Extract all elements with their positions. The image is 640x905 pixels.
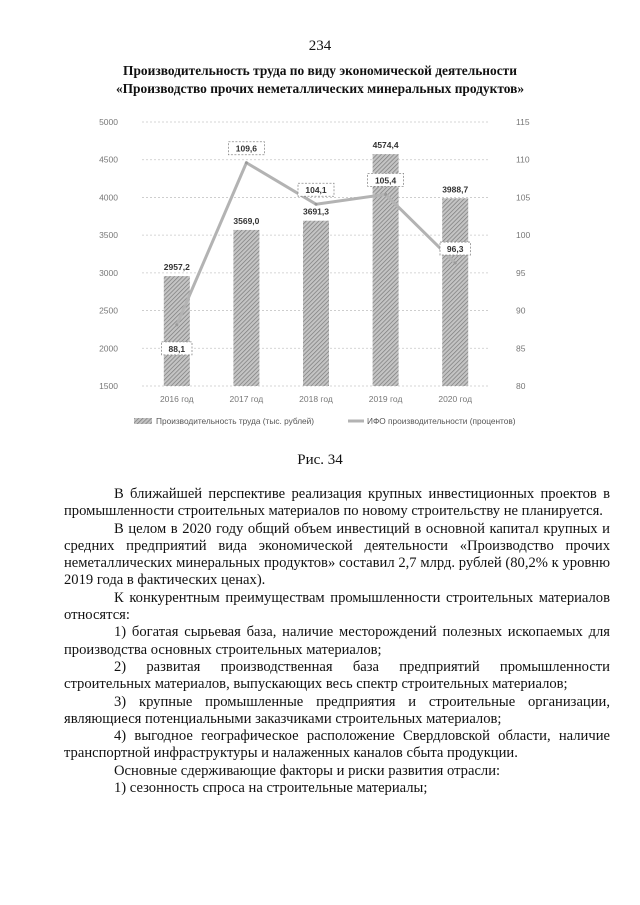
bar: [303, 221, 329, 386]
line-point: [384, 193, 387, 196]
line-point: [315, 203, 318, 206]
left-axis-tick: 2500: [99, 305, 118, 316]
legend-bar-label: Производительность труда (тыс. рублей): [156, 416, 315, 426]
paragraph: В ближайшей перспективе реализация крупных инвестиционных проектов в промышленности строительных материалов по новому строительству не планируется.: [64, 486, 610, 520]
list-item: 1) богатая сырьевая база, наличие месторождений полезных ископаемых для производства основных строительных материалов;: [64, 624, 610, 658]
right-axis-tick: 115: [516, 117, 530, 127]
paragraph: К конкурентным преимуществам промышленности строительных материалов относятся:: [64, 589, 610, 624]
legend-bar-swatch: [134, 418, 152, 424]
x-axis-tick: 2020 год: [438, 394, 473, 404]
right-axis-tick: 80: [516, 381, 526, 391]
list-item: 2) развитая производственная база предприятий промышленности строительных материалов, выпускающих весь спектр строительных материалов;: [64, 658, 610, 693]
bar-value-label: 4574,4: [372, 140, 399, 151]
list-item: 3) крупные промышленные предприятия и строительные организации, являющиеся потенциальными заказчиками строительных материалов;: [64, 693, 610, 727]
line-value-label: 96,3: [446, 244, 464, 255]
chart-title: [40, 62, 600, 98]
x-axis-tick: 2017 год: [229, 394, 264, 404]
line-point: [245, 161, 248, 164]
page-number: 234: [308, 38, 332, 54]
bar-value-label: 3569,0: [233, 215, 260, 226]
left-axis-tick: 2000: [99, 343, 118, 354]
bar: [442, 198, 468, 386]
left-axis-tick: 1500: [99, 381, 118, 391]
legend-line-label: ИФО производительности (процентов): [367, 416, 516, 426]
right-axis-tick: 95: [516, 267, 526, 278]
left-axis-tick: 4000: [99, 192, 118, 203]
paragraph: В целом в 2020 году общий объем инвестиций в основной капитал крупных и средних предприятий вида экономической деятельности «Производство прочих неметаллических минеральных продуктов» составил 2,7 млрд. рублей (80,2% к уровню 2019 года в фактических ценах).: [64, 520, 610, 589]
right-axis-tick: 85: [516, 343, 526, 354]
list-item: 1) сезонность спроса на строительные материалы;: [114, 780, 428, 797]
left-axis-tick: 3500: [99, 230, 118, 241]
list-item: 4) выгодное географическое расположение Свердловской области, наличие транспортной инфраструктуры и налаженных каналов сбыта продукции.: [64, 728, 610, 762]
paragraph: Основные сдерживающие факторы и риски развития отрасли:: [114, 762, 501, 779]
bar-value-label: 2957,2: [163, 262, 190, 273]
right-axis-tick: 90: [516, 305, 526, 316]
line-value-label: 104,1: [305, 185, 327, 196]
right-axis-tick: 105: [516, 192, 531, 203]
bar-value-label: 3691,3: [303, 206, 329, 217]
chart-title-line-1: Производительность труда по виду экономической деятельности: [123, 63, 517, 78]
line-value-label: 88,1: [168, 343, 186, 354]
combo-chart: [90, 110, 570, 440]
bar: [164, 276, 190, 386]
left-axis-tick: 4500: [99, 154, 118, 165]
left-axis-tick: 3000: [99, 267, 118, 278]
x-axis-tick: 2018 год: [299, 394, 333, 404]
right-axis-tick: 100: [516, 230, 531, 241]
right-axis-tick: 110: [516, 154, 530, 165]
bar: [373, 154, 399, 386]
x-axis-tick: 2019 год: [368, 394, 403, 404]
line-value-label: 109,6: [235, 143, 258, 154]
left-axis-tick: 5000: [99, 117, 118, 127]
chart-title-line-2: «Производство прочих неметаллических минеральных продуктов»: [115, 81, 525, 96]
line-value-label: 105,4: [374, 175, 397, 186]
body-text: [64, 486, 610, 797]
line-point: [175, 323, 178, 326]
figure-caption: Рис. 34: [297, 452, 343, 468]
bar-value-label: 3988,7: [442, 184, 469, 195]
line-point: [454, 262, 457, 265]
bar: [233, 230, 259, 386]
x-axis-tick: 2016 год: [159, 394, 194, 404]
